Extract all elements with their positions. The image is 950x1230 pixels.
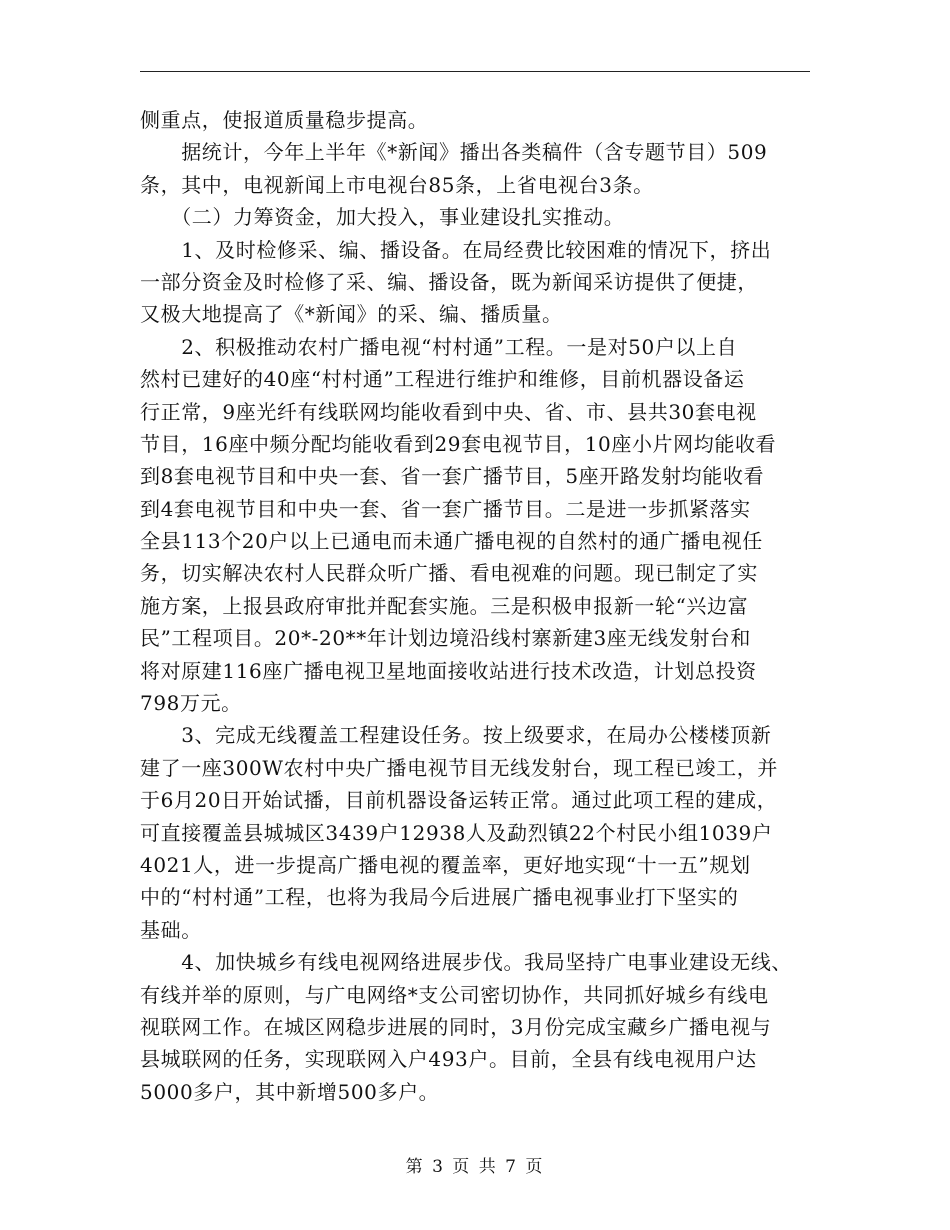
header-rule xyxy=(140,71,810,72)
text-line: 中的“村村通”工程，也将为我局今后进展广播电视事业打下坚实的 xyxy=(140,885,739,910)
text-line: 条，其中，电视新闻上市电视台85条，上省电视台3条。 xyxy=(140,172,654,197)
text-line: 到4套电视节目和中央一套、省一套广播节目。二是进一步抓紧落实 xyxy=(140,496,751,521)
text-line: 然村已建好的40座“村村通”工程进行维护和维修，目前机器设备运 xyxy=(140,367,745,392)
text-line: 视联网工作。在城区网稳步进展的同时，3月份完成宝藏乡广播电视与 xyxy=(140,1014,772,1039)
text-line: 4、加快城乡有线电视网络进展步伐。我局坚持广电事业建设无线、 xyxy=(140,950,792,975)
text-line: 民”工程项目。20*-20**年计划边境沿线村寨新建3座无线发射台和 xyxy=(140,626,752,651)
text-line: 基础。 xyxy=(140,917,202,942)
text-line: 到8套电视节目和中央一套、省一套广播节目，5座开路发射均能收看 xyxy=(140,464,765,489)
section-heading: （二）力筹资金，加大投入，事业建设扎实推动。 xyxy=(140,205,625,230)
text-line: 4021人，进一步提高广播电视的覆盖率，更好地实现“十一五”规划 xyxy=(140,852,751,877)
page-number-footer: 第 3 页 共 7 页 xyxy=(405,1157,545,1177)
text-line: 侧重点，使报道质量稳步提高。 xyxy=(140,108,429,132)
text-line: 全县113个20户以上已通电而未通广播电视的自然村的通广播电视任 xyxy=(140,529,763,554)
text-line: 1、及时检修采、编、播设备。在局经费比较困难的情况下，挤出 xyxy=(140,237,772,262)
text-line: 3、完成无线覆盖工程建设任务。按上级要求，在局办公楼楼顶新 xyxy=(140,723,772,748)
text-line: 于6月20日开始试播，目前机器设备运转正常。通过此项工程的建成， xyxy=(140,788,778,813)
text-line: 又极大地提高了《*新闻》的采、编、播质量。 xyxy=(140,302,563,327)
text-line: 县城联网的任务，实现联网入户493户。目前，全县有线电视用户达 xyxy=(140,1047,757,1072)
text-line: 有线并举的原则，与广电网络*支公司密切协作，共同抓好城乡有线电 xyxy=(140,982,769,1007)
text-line: 将对原建116座广播电视卫星地面接收站进行技术改造，计划总投资 xyxy=(140,658,757,683)
text-line: 5000多户，其中新增500多户。 xyxy=(140,1079,440,1104)
text-line: 务，切实解决农村人民群众听广播、看电视难的问题。现已制定了实 xyxy=(140,561,758,586)
text-line: 798万元。 xyxy=(140,691,242,716)
text-line: 据统计，今年上半年《*新闻》播出各类稿件（含专题节目）509 xyxy=(140,140,768,165)
text-line: 建了一座300W农村中央广播电视节目无线发射台，现工程已竣工，并 xyxy=(140,755,778,780)
text-line: 可直接覆盖县城城区3439户12938人及勐烈镇22个村民小组1039户 xyxy=(140,820,773,845)
document-body xyxy=(140,104,812,1108)
text-line: 一部分资金及时检修了采、编、播设备，既为新闻采访提供了便捷， xyxy=(140,269,758,294)
text-line: 施方案，上报县政府审批并配套实施。三是积极申报新一轮“兴边富 xyxy=(140,593,749,618)
text-line: 节目，16座中频分配均能收看到29套电视节目，10座小片网均能收看 xyxy=(140,431,777,456)
text-line: 2、积极推动农村广播电视“村村通”工程。一是对50户以上自 xyxy=(140,334,738,359)
text-line: 行正常，9座光纤有线联网均能收看到中央、省、市、县共30套电视 xyxy=(140,399,757,424)
